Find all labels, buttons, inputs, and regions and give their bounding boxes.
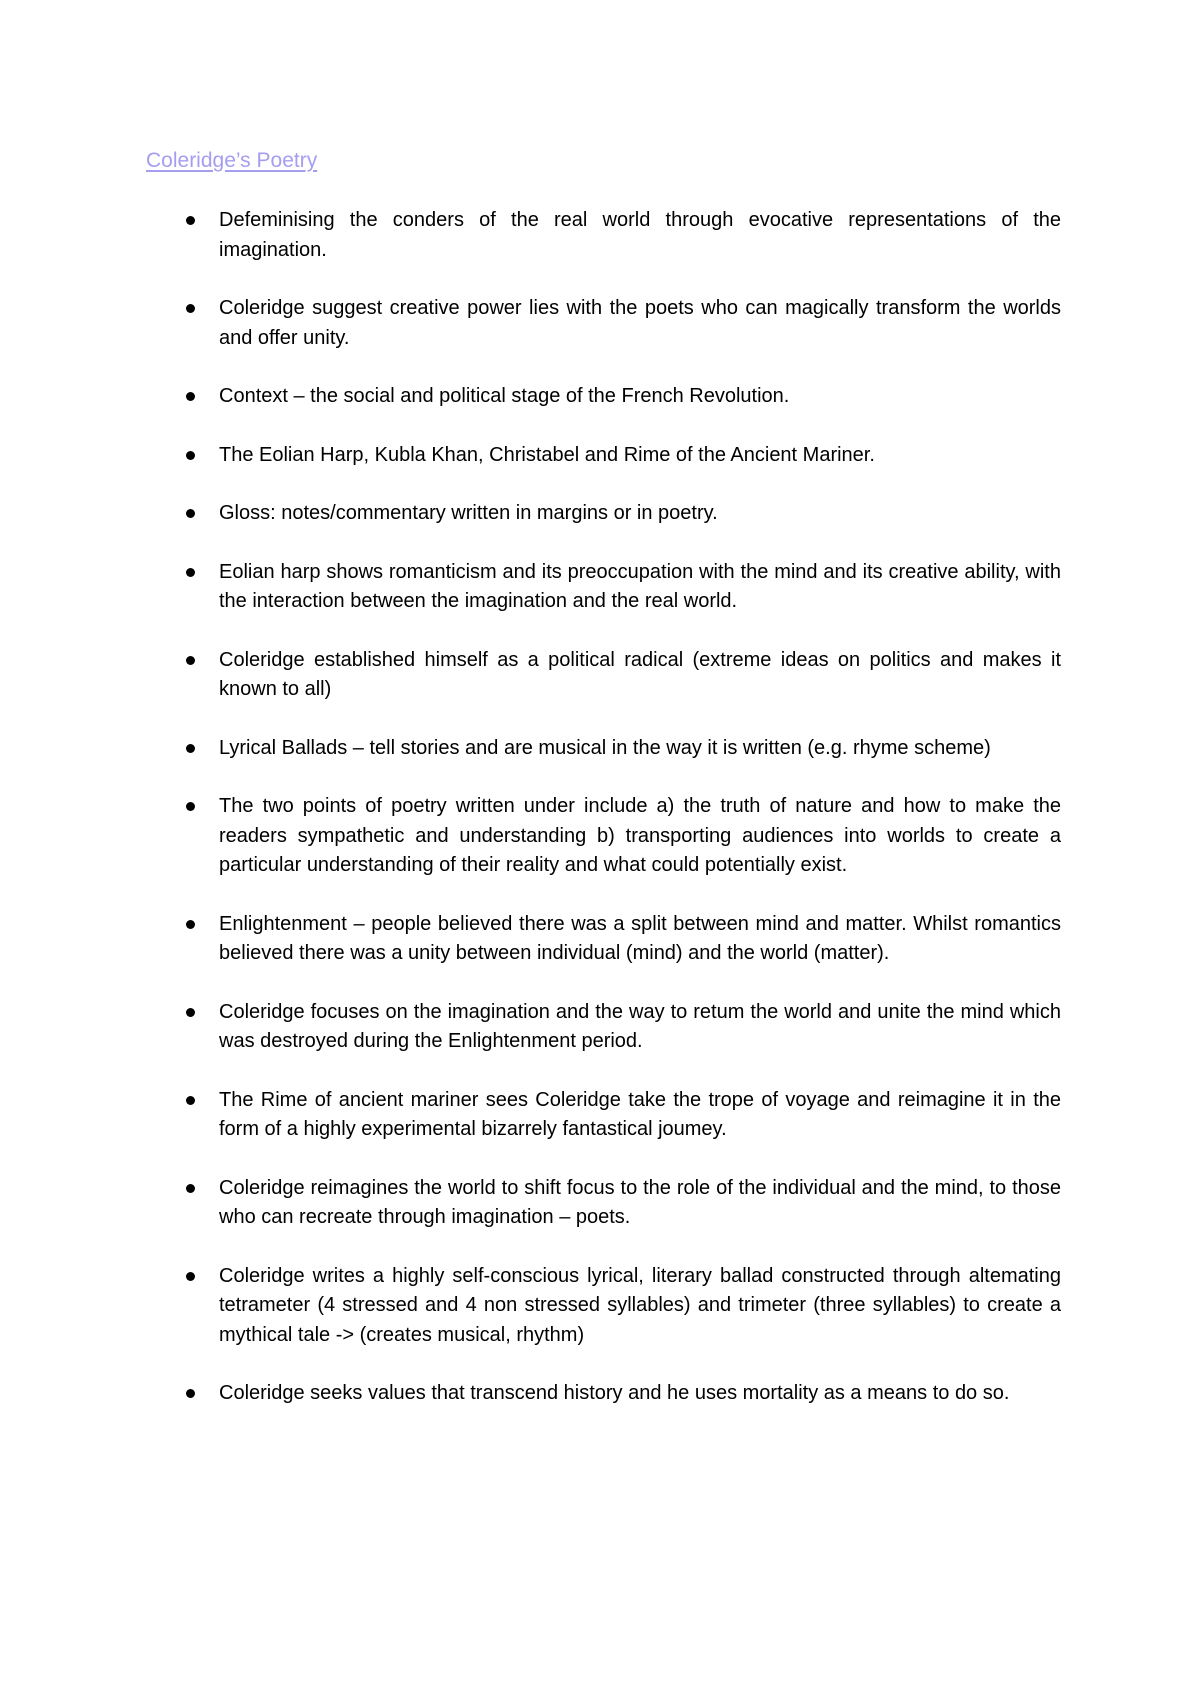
bullet-dot-icon [186,802,195,811]
bullet-dot-icon [186,509,195,518]
bullet-dot-icon [186,1272,195,1281]
bullet-dot-icon [186,216,195,225]
bullet-text: Gloss: notes/commentary written in margins or in poetry. [219,502,718,524]
bullet-text: The Eolian Harp, Kubla Khan, Christabel and Rime of the Ancient Mariner. [219,443,875,466]
bullet-text: Coleridge seeks values that transcend history and he uses mortality as a means to do so. [219,1382,1010,1404]
bullet-list [146,206,1061,1438]
bullet-item [146,499,1061,529]
bullet-dot-icon [186,304,195,313]
bullet-dot-icon [186,744,195,753]
bullet-text: Coleridge reimagines the world to shift focus to the role of the individual and the mind, to those who can recreate through imagination – poets. [219,1176,1061,1228]
bullet-text: Enlightenment – people believed there was a split between mind and matter. Whilst romantics believed there was a unity between individual (mind) and the world (matter). [219,912,1061,964]
bullet-text: The two points of poetry written under include a) the truth of nature and how to make the readers sympathetic and understanding b) transporting audiences into worlds to create a particular understanding of their reality and what could potentially exist. [219,795,1061,876]
bullet-item [146,441,1061,471]
bullet-text: Defeminising the conders of the real world through evocative representations of the imagination. [219,209,1061,261]
bullet-item [146,792,1061,881]
bullet-text: Coleridge suggest creative power lies with the poets who can magically transform the worlds and offer unity. [219,297,1061,349]
bullet-item [146,998,1061,1057]
bullet-text: Context – the social and political stage of the French Revolution. [219,385,790,407]
bullet-item [146,1086,1061,1145]
bullet-item [146,734,1061,764]
bullet-item [146,382,1061,412]
bullet-item [146,910,1061,969]
bullet-dot-icon [186,451,195,460]
bullet-text: Coleridge established himself as a political radical (extreme ideas on politics and makes it known to all) [219,648,1061,700]
bullet-dot-icon [186,1389,195,1398]
bullet-item [146,206,1061,265]
bullet-dot-icon [186,1096,195,1105]
bullet-item [146,558,1061,617]
bullet-item [146,294,1061,353]
bullet-dot-icon [186,392,195,401]
bullet-dot-icon [186,1184,195,1193]
bullet-item [146,1262,1061,1351]
bullet-dot-icon [186,920,195,929]
bullet-text: Coleridge focuses on the imagination and the way to retum the world and unite the mind which was destroyed during the Enlightenment period. [219,1000,1061,1052]
bullet-dot-icon [186,1008,195,1017]
bullet-text: Coleridge writes a highly self-conscious lyrical, literary ballad constructed through altemating tetrameter (4 stressed and 4 non stressed syllables) and trimeter (three syllables) to create a mythical tale -> (creates musical, rhythm) [219,1264,1061,1346]
bullet-item [146,646,1061,705]
bullet-item [146,1379,1061,1409]
bullet-dot-icon [186,656,195,665]
bullet-text: Lyrical Ballads – tell stories and are musical in the way it is written (e.g. rhyme scheme) [219,736,991,759]
bullet-item [146,1174,1061,1233]
bullet-text: The Rime of ancient mariner sees Coleridge take the trope of voyage and reimagine it in the form of a highly experimental bizarrely fantastical joumey. [219,1088,1061,1140]
bullet-dot-icon [186,568,195,577]
bullet-text: Eolian harp shows romanticism and its preoccupation with the mind and its creative ability, with the interaction between the imagination and the real world. [219,560,1061,612]
document-title: Coleridge’s Poetry [146,149,318,172]
